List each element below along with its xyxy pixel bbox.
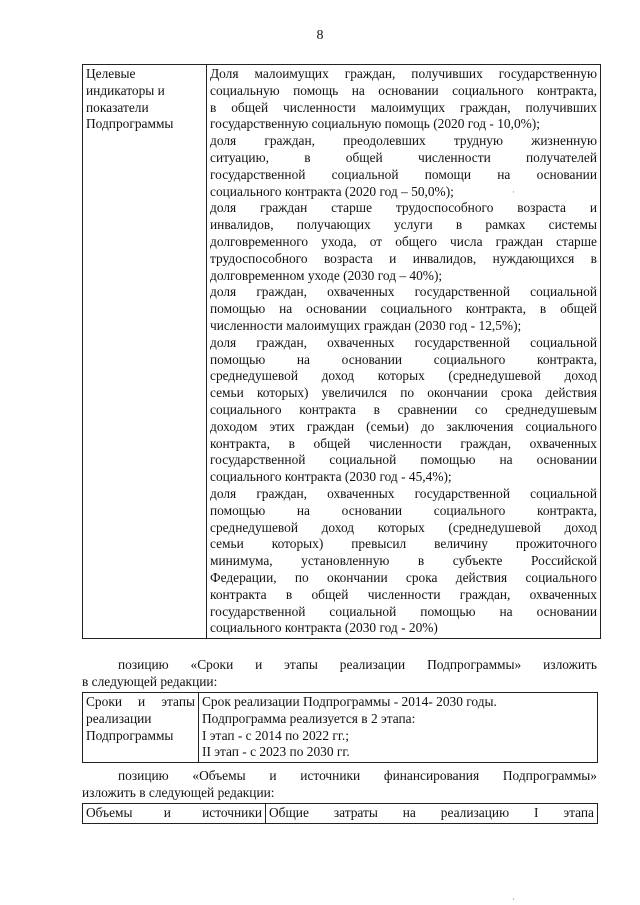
indicator-line: доля граждан, преодолевших трудную жизненную <box>210 133 597 149</box>
indicator-line: государственной социальной помощью на основании <box>210 603 597 619</box>
indicator-line: инвалидов, получающих услуги в рамках системы <box>210 217 597 233</box>
funding-label-cell <box>83 804 266 824</box>
indicator-line: социального контракта (2030 год - 20%) <box>210 620 438 636</box>
terms-value-cell <box>199 693 598 763</box>
indicator-line: долговременном уходе (2030 год – 40%); <box>210 267 443 283</box>
indicator-line: трудоспособного возраста и инвалидов, нуждающихся в <box>210 250 597 266</box>
scan-speck: · <box>512 894 515 904</box>
indicator-line: социального контракта (2020 год – 50,0%); <box>210 183 454 199</box>
indicator-line: доходом этих граждан (семьи) до заключения социального <box>210 418 597 434</box>
indicator-line: доля граждан, охваченных государственной социальной <box>210 284 597 300</box>
terms-line: Срок реализации Подпрограммы - 2014- 2030 годы. <box>202 694 497 709</box>
funding-value: Общие затраты на реализацию I этапа <box>269 805 594 820</box>
indicator-line: государственной социальной помощью на основании <box>210 452 597 468</box>
indicator-line: помощью на основании социального контракта, <box>210 351 597 367</box>
indicator-line: социального контракта (2030 год - 45,4%); <box>210 469 452 485</box>
funding-table <box>82 803 598 824</box>
indicator-line: среднедушевой доход которых (среднедушевой доход <box>210 519 597 535</box>
indicator-line: Федерации, по окончании срока действия социального <box>210 569 597 585</box>
indicator-line: контракта в общей численности граждан, охваченных <box>210 586 597 602</box>
indicator-line: в общей численности малоимущих граждан, получивших <box>210 99 597 115</box>
indicators-label-line: Целевые <box>86 66 136 81</box>
indicator-line: долговременного ухода, от общего числа граждан старше <box>210 233 597 249</box>
indicator-line: семьи которых) превысил величину прожиточного <box>210 536 597 552</box>
terms-line: II этап - с 2023 по 2030 гг. <box>202 744 350 760</box>
indicators-label-line: индикаторы и <box>86 82 165 98</box>
indicator-line: доля граждан старше трудоспособного возраста и <box>210 200 597 216</box>
instruction-line: позицию «Сроки и этапы реализации Подпрограммы» изложить <box>118 657 597 672</box>
terms-label-cell <box>83 693 199 763</box>
indicator-line: доля граждан, охваченных государственной социальной <box>210 334 597 350</box>
indicator-line: доля граждан, охваченных государственной социальной <box>210 485 597 501</box>
indicator-line: среднедушевой доход которых (среднедушевой доход <box>210 368 597 384</box>
instruction-paragraph-funding <box>82 768 597 802</box>
indicator-line: численности малоимущих граждан (2030 год - 12,5%); <box>210 317 522 333</box>
terms-line: I этап - с 2014 по 2022 гг.; <box>202 727 349 743</box>
indicator-line: помощью на основании социального контракта, <box>210 502 597 518</box>
terms-table <box>82 692 598 763</box>
indicator-line: государственную социальную помощь (2020 год - 10,0%); <box>210 116 540 132</box>
indicator-line: социальную помощь на основании социального контракта, <box>210 82 597 98</box>
indicators-value-cell <box>207 65 601 639</box>
terms-label-line: реализации <box>86 710 152 726</box>
terms-label-line: Подпрограммы <box>86 727 174 743</box>
indicator-line: ситуацию, в общей численности получателей <box>210 149 597 165</box>
instruction-line: позицию «Объемы и источники финансирования Подпрограммы» <box>118 768 597 783</box>
indicator-line: государственной социальной помощи на основании <box>210 166 597 182</box>
indicators-table <box>82 64 601 639</box>
indicators-label-line: Подпрограммы <box>86 116 174 132</box>
terms-label-line: Сроки и этапы <box>86 694 195 709</box>
indicator-line: контракта, в общей численности граждан, охваченных <box>210 435 597 451</box>
indicators-label-line: показатели <box>86 99 149 115</box>
terms-line: Подпрограмма реализуется в 2 этапа: <box>202 710 416 726</box>
instruction-paragraph-terms <box>82 657 597 691</box>
instruction-line: изложить в следующей редакции: <box>82 784 275 800</box>
indicator-line: социального контракта в сравнении со среднедушевым <box>210 401 597 417</box>
page-number: 8 <box>316 28 324 43</box>
indicator-line: помощью на основании социального контракта, в общей <box>210 301 597 317</box>
funding-label: Объемы и источники <box>86 805 262 820</box>
indicator-line: минимума, установленную в субъекте Российской <box>210 553 597 569</box>
scan-speck: · <box>512 187 515 197</box>
indicator-line: семьи которых) увеличился по окончании срока действия <box>210 385 597 401</box>
indicator-line: Доля малоимущих граждан, получивших государственную <box>210 66 597 81</box>
funding-value-cell <box>266 804 598 824</box>
indicators-label-cell <box>83 65 207 639</box>
instruction-line: в следующей редакции: <box>82 673 218 689</box>
